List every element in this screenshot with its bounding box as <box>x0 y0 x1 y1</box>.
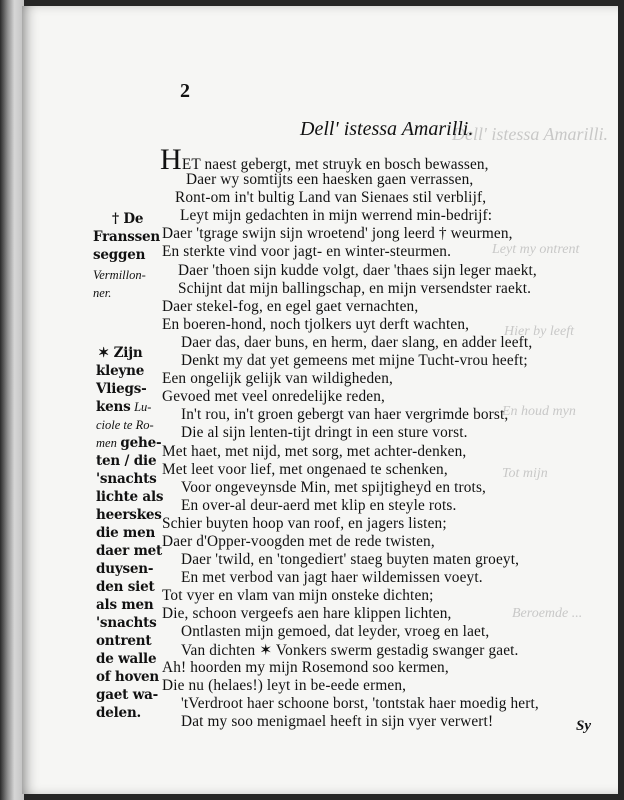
poem-line: Ront-om in't bultig Land van Sienaes stil verblijf, <box>175 189 487 206</box>
margin-note-line: 'snachts <box>96 471 157 487</box>
catchword: Sy <box>576 718 591 734</box>
margin-note-line: † De <box>112 211 144 227</box>
bleed-through-text: Hier by leeft <box>504 324 574 339</box>
margin-note-line: de walle <box>96 651 157 667</box>
bleed-through-text: Dell' istessa Amarilli. <box>452 124 609 144</box>
margin-note-line: lichte als <box>96 489 164 505</box>
poem-line: Met haet, met nijd, met sorg, met achter-denken, <box>162 443 467 460</box>
bleed-through-text: En houd myn <box>502 404 576 419</box>
margin-note-line: delen. <box>96 705 142 721</box>
poem-line: Daer stekel-fog, en egel gaet vernachten, <box>162 298 419 315</box>
margin-note-line: Vliegs- <box>96 381 147 397</box>
margin-note-line: kleyne <box>96 363 145 379</box>
poem-line: Dat my soo menigmael heeft in sijn vyer verwert! <box>181 713 494 730</box>
poem-line: Die nu (helaes!) leyt in be-eede ermen, <box>162 677 407 694</box>
margin-note-line: ciole te Ro- <box>96 418 154 432</box>
margin-note-line: ✶ Zijn <box>98 345 143 361</box>
poem-line: Schier buyten hoop van roof, en jagers listen; <box>162 515 447 532</box>
bleed-through-text: Tot mijn <box>502 466 548 481</box>
margin-note-line: duysen- <box>96 561 154 577</box>
poem-line: Ontlasten mijn gemoed, dat leyder, vroeg en laet, <box>181 623 490 640</box>
margin-note-line: men gehe- <box>96 435 162 451</box>
poem-line: Gevoed met veel onredelijke reden, <box>162 388 385 405</box>
poem-line: En sterkte vind voor jagt- en winter-steurmen. <box>162 243 452 260</box>
margin-note-line: Franssen <box>93 229 161 245</box>
poem-line: Die al sijn lenten-tijt dringt in een sture vorst. <box>181 424 468 441</box>
poem-line: Schijnt dat mijn ballingschap, en mijn versendster raekt. <box>178 280 532 297</box>
poem-line: Ah! hoorden my mijn Rosemond soo kermen, <box>162 659 449 676</box>
poem-line: In't rou, in't groen gebergt van haer vergrimde borst, <box>181 406 509 423</box>
page-number: 2 <box>180 80 190 102</box>
bleed-through-text: Beroemde ... <box>512 606 583 621</box>
poem-title: Dell' istessa Amarilli. <box>300 118 474 140</box>
margin-note-line: ner. <box>93 286 112 300</box>
poem-line: Met leet voor lief, met ongenaed te schenken, <box>162 461 448 478</box>
poem-line: Tot vyer en vlam van mijn onsteke dichten; <box>162 587 434 604</box>
margin-note-line: gaet wa- <box>96 687 159 703</box>
margin-note-line: den siet <box>96 579 155 595</box>
poem-line: Voor ongeveynsde Min, met spijtigheyd en trots, <box>181 479 487 496</box>
poem-line: Van dichten ✶ Vonkers swerm gestadig swanger gaet. <box>181 642 519 659</box>
poem-line: Daer wy somtijts een haesken gaen verrassen, <box>186 171 474 188</box>
margin-note-line: ontrent <box>96 633 152 649</box>
poem-line: En boeren-hond, noch tjolkers uyt derft wachten, <box>162 316 470 333</box>
margin-note-line: kens Lu- <box>96 399 152 415</box>
margin-note-line: als men <box>96 597 154 613</box>
margin-note-line: Vermillon- <box>93 268 146 282</box>
poem-line: Daer 'tgrage swijn sijn wroetend' jong leerd † weurmen, <box>162 225 513 242</box>
poem-line: En met verbod van jagt haer wildemissen voeyt. <box>181 569 483 586</box>
poem-line: Daer das, daer buns, en herm, daer slang, en adder leeft, <box>181 334 533 351</box>
poem-line: 'tVerdroot haer schoone borst, 'tontstak haer moedig hert, <box>181 695 539 712</box>
book-spine <box>0 0 24 800</box>
margin-note-line: ten / die <box>96 453 157 469</box>
poem-line: Die, schoon vergeefs aen hare klippen lichten, <box>162 605 452 622</box>
poem-line: Daer 'twild, en 'tongediert' staeg buyten maten groeyt, <box>181 551 520 568</box>
margin-note-line: seggen <box>93 247 146 263</box>
margin-note-line: 'snachts <box>96 615 157 631</box>
margin-note-line: die men <box>96 525 156 541</box>
poem-line: HET naest gebergt, met struyk en bosch bewassen, <box>160 143 489 176</box>
drop-cap: H <box>160 143 182 176</box>
poem-line: Leyt mijn gedachten in mijn werrend min-bedrijf: <box>180 207 493 224</box>
book-page <box>22 6 618 794</box>
poem-line: Daer 'thoen sijn kudde volgt, daer 'thaes sijn leger maekt, <box>178 262 537 279</box>
poem-line: Denkt my dat yet gemeens met mijne Tucht-vrou heeft; <box>181 352 528 369</box>
bleed-through-text: Leyt my ontrent <box>492 242 580 257</box>
margin-note-line: heerskes <box>96 507 162 523</box>
poem-line: Een ongelijk gelijk van wildigheden, <box>162 370 393 387</box>
margin-note-line: daer met <box>96 543 163 559</box>
poem-line: Daer d'Opper-voogden met de rede twisten, <box>162 533 435 550</box>
margin-note-line: of hoven <box>96 669 159 685</box>
poem-line: En over-al deur-aerd met klip en steyle rots. <box>181 497 457 514</box>
